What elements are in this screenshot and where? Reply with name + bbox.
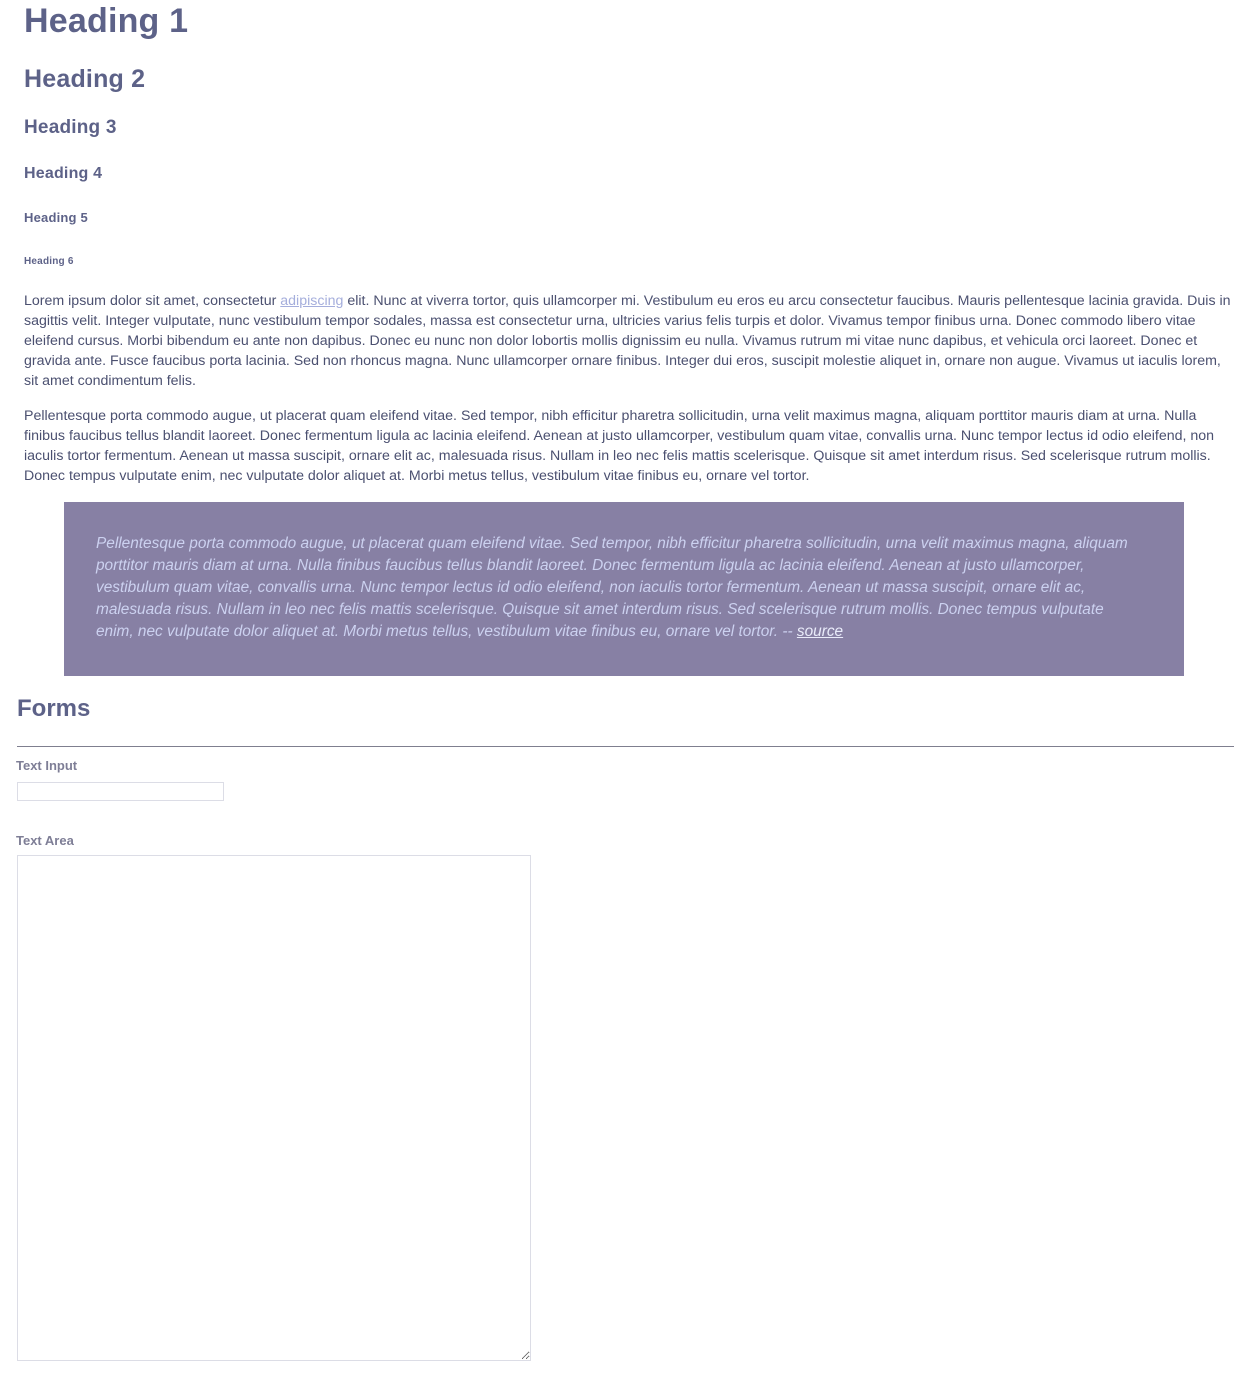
paragraph-1-text-end: elit. Nunc at viverra tortor, quis ullamcorper mi. Vestibulum eu eros eu arcu consectetur faucibus. Mauris pellentesque lacinia gravida. Duis in sagittis velit. Integer vulputate, nunc vestibulum tempor sodales, massa est consectetur urna, ultricies varius felis turpis et dolor. Vivamus tempor finibus urna. Donec commodo libero vitae eleifend cursus. Morbi bibendum eu ante non dapibus. Donec eu nunc non dolor lobortis mollis dignissim eu nulla. Vivamus rutrum mi vitae nunc dapibus, et vehicula orci laoreet. Donec et gravida ante. Fusce faucibus porta lacinia. Sed non rhoncus magna. Nunc ullamcorper ornare finibus. Integer dui eros, suscipit molestie aliquet in, ornare non augue. Vivamus ut iaculis lorem, sit amet condimentum felis. <box>24 293 1231 389</box>
paragraph-1-text-start: Lorem ipsum dolor sit amet, consectetur <box>24 293 281 309</box>
blockquote-source-link[interactable]: source <box>796 623 844 640</box>
text-area-field[interactable] <box>17 855 531 1361</box>
heading-4: Heading 4 <box>24 165 103 182</box>
heading-5: Heading 5 <box>24 210 88 225</box>
text-input-field[interactable] <box>17 782 224 801</box>
text-area-label: Text Area <box>16 833 74 848</box>
blockquote-separator: -- <box>778 623 797 640</box>
heading-2: Heading 2 <box>24 65 146 93</box>
adipiscing-link[interactable]: adipiscing <box>280 293 344 309</box>
blockquote <box>64 502 1184 676</box>
paragraph-2: Pellentesque porta commodo augue, ut placerat quam eleifend vitae. Sed tempor, nibh efficitur pharetra sollicitudin, urna velit maximus magna, aliquam porttitor mauris diam at urna. Nulla finibus faucibus tellus blandit laoreet. Donec fermentum ligula ac lacinia eleifend. Aenean at justo ullamcorper, vestibulum quam vitae, convallis urna. Nunc tempor lectus id odio eleifend, non iaculis tortor fermentum. Aenean ut massa suscipit, ornare elit ac, malesuada risus. Nullam in leo nec felis mattis scelerisque. Quisque sit amet interdum risus. Sed scelerisque rutrum mollis. Donec tempus vulputate enim, nec vulputate dolor aliquet at. Morbi metus tellus, vestibulum vitae finibus eu, ornare vel tortor. <box>24 408 1215 484</box>
text-input-label: Text Input <box>16 758 78 773</box>
typography-section <box>24 0 1234 486</box>
paragraph-1 <box>24 291 1234 391</box>
heading-6: Heading 6 <box>24 256 74 267</box>
forms-divider <box>17 746 1234 747</box>
forms-title: Forms <box>17 695 91 722</box>
heading-1: Heading 1 <box>24 2 189 40</box>
heading-3: Heading 3 <box>24 117 117 138</box>
blockquote-body: Pellentesque porta commodo augue, ut placerat quam eleifend vitae. Sed tempor, nibh efficitur pharetra sollicitudin, urna velit maximus magna, aliquam porttitor mauris diam at urna. Nulla finibus faucibus tellus blandit laoreet. Donec fermentum ligula ac lacinia eleifend. Aenean at justo ullamcorper, vestibulum quam vitae, convallis urna. Nunc tempor lectus id odio eleifend, non iaculis tortor fermentum. Aenean ut massa suscipit, ornare elit ac, malesuada risus. Nullam in leo nec felis mattis scelerisque. Quisque sit amet interdum risus. Sed scelerisque rutrum mollis. Donec tempus vulputate enim, nec vulputate dolor aliquet at. Morbi metus tellus, vestibulum vitae finibus eu, ornare vel tortor. <box>96 535 1128 640</box>
blockquote-text <box>96 533 1136 643</box>
